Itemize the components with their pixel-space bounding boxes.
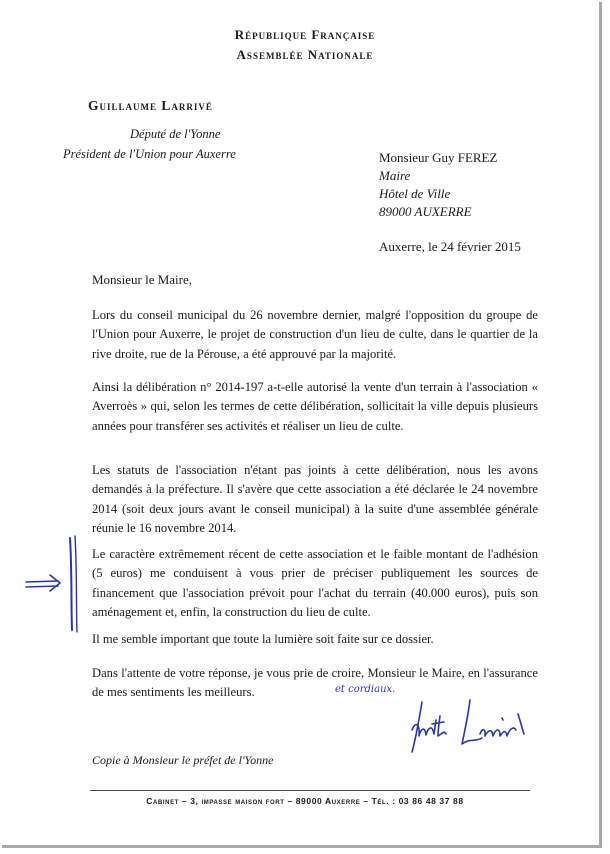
letter-date: Auxerre, le 24 février 2015 bbox=[379, 239, 521, 254]
signature bbox=[392, 690, 552, 760]
paragraph-6: Dans l'attente de votre réponse, je vous prie de croire, Monsieur le Maire, en l'assurance de mes sentiments les meilleurs. bbox=[92, 666, 538, 700]
paragraph-4: Le caractère extrêmement récent de cette association et le faible montant de l'adhésion (5 euros) me conduisent à vous prier de préciser publiquement les sources de financement que l'association prévoit pour l'achat du terrain (40.000 euros), puis son aménagement et, enfin, la construction du lieu de culte. bbox=[92, 547, 538, 620]
recipient-title: Maire bbox=[379, 168, 411, 183]
recipient-name: Monsieur Guy FEREZ bbox=[379, 150, 498, 165]
footer-address: Cabinet – 3, impasse maison fort – 89000 Auxerre – Tél. : 03 86 48 37 88 bbox=[146, 796, 464, 806]
paragraph-3: Les statuts de l'association n'étant pas joints à cette délibération, nous les avons demandés à la préfecture. Il s'avère que cette association a été déclarée le 24 novembre 2014 (soit deux jours avant le conseil municipal) à la suite d'une assemblée générale réunie le 16 novembre 2014. bbox=[92, 463, 538, 536]
paragraph-1: Lors du conseil municipal du 26 novembre dernier, malgré l'opposition du groupe de l'Union pour Auxerre, le projet de construction d'un lieu de culte, dans le quartier de la rive droite, rue de la Pérouse, a été approuvé par la majorité. bbox=[92, 308, 538, 361]
recipient-city: 89000 AUXERRE bbox=[379, 204, 472, 219]
recipient-building: Hôtel de Ville bbox=[379, 186, 451, 201]
footer-divider bbox=[90, 790, 530, 791]
salutation: Monsieur le Maire, bbox=[92, 272, 193, 287]
sender-role-depute: Député de l'Yonne bbox=[130, 127, 221, 141]
copy-note: Copie à Monsieur le préfet de l'Yonne bbox=[92, 753, 274, 767]
sender-name: Guillaume Larrivé bbox=[88, 98, 213, 113]
margin-arrow-mark bbox=[20, 530, 90, 640]
paragraph-5: Il me semble important que toute la lumière soit faite sur ce dossier. bbox=[92, 632, 434, 646]
header-assemblee: Assemblée Nationale bbox=[236, 47, 374, 62]
handwritten-addition: et cordiaux. bbox=[335, 684, 396, 695]
sender-role-president: Président de l'Union pour Auxerre bbox=[63, 147, 236, 161]
paragraph-2: Ainsi la délibération n° 2014-197 a-t-elle autorisé la vente d'un terrain à l'association « Averroès » qui, selon les termes de cette délibération, sollicitait la ville depuis plusieurs années pour transférer ses activités et réaliser un lieu de culte. bbox=[92, 380, 538, 433]
header-republique: République Française bbox=[234, 27, 376, 42]
